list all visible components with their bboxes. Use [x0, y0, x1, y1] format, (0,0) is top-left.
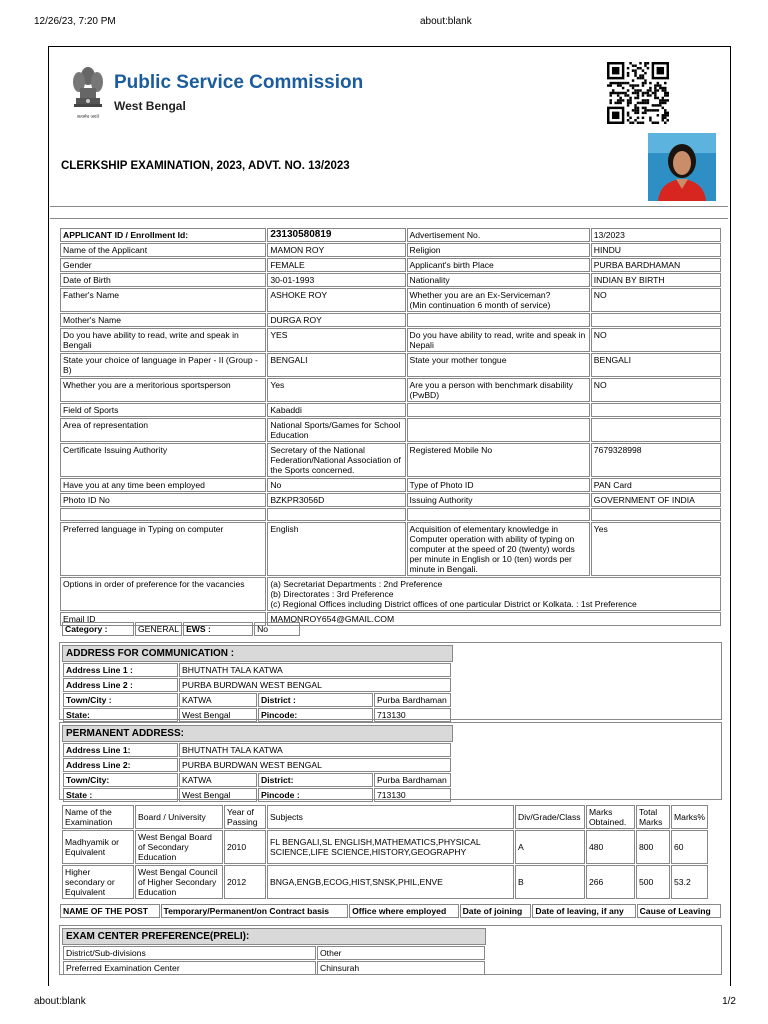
applicant-id-label: APPLICANT ID / Enrollment Id: [60, 228, 266, 242]
table-cell: West Bengal Board of Secondary Education [135, 830, 223, 864]
mother-tongue: BENGALI [591, 353, 721, 377]
table-row [63, 693, 451, 707]
line1-label: Address Line 1: [63, 743, 178, 757]
table-row [63, 946, 485, 960]
table-row [60, 378, 721, 402]
bengali: YES [267, 328, 405, 352]
district: Other [317, 946, 485, 960]
photo-id-no: BZKPR3056D [267, 493, 405, 507]
print-header [34, 16, 738, 30]
column-header: Marks Obtained. [586, 805, 635, 829]
qr-code [607, 62, 671, 124]
issuing-label: Issuing Authority [407, 493, 590, 507]
column-header: Year of Passing [224, 805, 266, 829]
table-row [60, 313, 721, 327]
mother-name: DURGA ROY [267, 313, 405, 327]
field-sports: Kabaddi [267, 403, 405, 417]
column-header: Board / University [135, 805, 223, 829]
table-row [62, 865, 708, 899]
org-name: Public Service Commission [114, 72, 364, 93]
print-footer-url: about:blank [34, 996, 86, 1007]
typing-lang-label: Preferred language in Typing on computer [60, 522, 266, 576]
print-datetime: 12/26/23, 7:20 PM [34, 16, 116, 27]
nationality-label: Nationality [407, 273, 590, 287]
state: West Bengal [179, 708, 257, 722]
mobile: 7679328998 [591, 443, 721, 477]
table-row [60, 228, 721, 242]
table-cell: Higher secondary or Equivalent [62, 865, 134, 899]
education-table [61, 804, 709, 900]
section-heading: ADDRESS FOR COMMUNICATION : [62, 645, 453, 662]
dob-label: Date of Birth [60, 273, 266, 287]
column-header: Name of the Examination [62, 805, 134, 829]
computer: Yes [591, 522, 721, 576]
table-row [60, 328, 721, 352]
column-header: Temporary/Permanent/on Contract basis [161, 904, 349, 918]
column-header: Date of leaving, if any [532, 904, 635, 918]
table-row [60, 577, 721, 611]
father-label: Father's Name [60, 288, 266, 312]
name-label: Name of the Applicant [60, 243, 266, 257]
lang-choice-label: State your choice of language in Paper - II (Group -B) [60, 353, 266, 377]
table-row [63, 961, 485, 975]
area: National Sports/Games for School Education [267, 418, 405, 442]
dob: 30-01-1993 [267, 273, 405, 287]
pin: 713130 [374, 788, 451, 802]
religion-label: Religion [407, 243, 590, 257]
photo-id-type-label: Type of Photo ID [407, 478, 590, 492]
table-cell: Madhyamik or Equivalent [62, 830, 134, 864]
district-label: District : [258, 693, 373, 707]
employment-table [59, 903, 722, 919]
table-row [60, 288, 721, 312]
column-header: Cause of Leaving [637, 904, 721, 918]
line1: BHUTNATH TALA KATWA [179, 743, 451, 757]
table-row [60, 353, 721, 377]
sportsperson: Yes [267, 378, 405, 402]
column-header: Marks% [671, 805, 708, 829]
table-cell: BNGA,ENGB,ECOG,HIST,SNSK,PHIL,ENVE [267, 865, 514, 899]
divider [50, 218, 728, 219]
line2: PURBA BURDWAN WEST BENGAL [179, 678, 451, 692]
applicant-id: 23130580819 [267, 228, 405, 242]
table-cell: 2012 [224, 865, 266, 899]
employed-label: Have you at any time been employed [60, 478, 266, 492]
table-row [60, 443, 721, 477]
field-sports-label: Field of Sports [60, 403, 266, 417]
advt-no: 13/2023 [591, 228, 721, 242]
table-row [63, 663, 451, 677]
column-header: Subjects [267, 805, 514, 829]
exam-center-table [62, 945, 486, 976]
town-label: Town/City : [63, 693, 178, 707]
exam-title: CLERKSHIP EXAMINATION, 2023, ADVT. NO. 13/2023 [61, 160, 350, 172]
bengali-label: Do you have ability to read, write and speak in Bengali [60, 328, 266, 352]
communication-address-section [59, 642, 722, 720]
table-cell: West Bengal Council of Higher Secondary Education [135, 865, 223, 899]
exam-center-section [59, 925, 722, 975]
district: Purba Bardhaman [374, 693, 451, 707]
ex-serviceman-label: Whether you are an Ex-Serviceman? (Min continuation 6 month of service) [407, 288, 590, 312]
gender-label: Gender [60, 258, 266, 272]
table-row [63, 743, 451, 757]
line2-label: Address Line 2 : [63, 678, 178, 692]
table-row [60, 403, 721, 417]
vacancy-label: Options in order of preference for the vacancies [60, 577, 266, 611]
town: KATWA [179, 693, 257, 707]
photo-id-no-label: Photo ID No [60, 493, 266, 507]
table-row [63, 788, 451, 802]
table-row [60, 522, 721, 576]
email-label: Email ID [60, 612, 266, 626]
issuing: GOVERNMENT OF INDIA [591, 493, 721, 507]
area-label: Area of representation [60, 418, 266, 442]
page-number: 1/2 [722, 996, 736, 1007]
table-row [63, 678, 451, 692]
applicant-details-table [59, 227, 722, 627]
divider [50, 206, 728, 207]
column-header: Office where employed [349, 904, 458, 918]
communication-address-table [62, 662, 452, 723]
line1: BHUTNATH TALA KATWA [179, 663, 451, 677]
table-cell: B [515, 865, 585, 899]
permanent-address-table [62, 742, 452, 803]
column-header: Div/Grade/Class [515, 805, 585, 829]
org-subtitle: West Bengal [114, 99, 186, 113]
applicant-photo [648, 133, 716, 201]
table-cell: 500 [636, 865, 670, 899]
lang-choice: BENGALI [267, 353, 405, 377]
state-label: State : [63, 788, 178, 802]
mother-label: Mother's Name [60, 313, 266, 327]
vacancy-preferences: (a) Secretariat Departments : 2nd Preference (b) Directorates : 3rd Preference (c) Regional Offices including District offices of one particular District or Kolkata. : 1st Preference [267, 577, 721, 611]
table-cell: 800 [636, 830, 670, 864]
table-row [60, 508, 721, 521]
pwbd-label: Are you a person with benchmark disability (PwBD) [407, 378, 590, 402]
table-header-row [60, 904, 721, 918]
pin: 713130 [374, 708, 451, 722]
applicant-name: MAMON ROY [267, 243, 405, 257]
table-cell: 266 [586, 865, 635, 899]
table-cell: A [515, 830, 585, 864]
nepali-label: Do you have ability to read, write and speak in Nepali [407, 328, 590, 352]
table-row [60, 243, 721, 257]
category-table [61, 621, 301, 637]
pin-label: Pincode: [258, 708, 373, 722]
print-url: about:blank [420, 16, 472, 27]
pin-label: Pincode : [258, 788, 373, 802]
table-cell: 53.2 [671, 865, 708, 899]
typing-lang: English [267, 522, 405, 576]
table-row [63, 758, 451, 772]
ex-serviceman: NO [591, 288, 721, 312]
sportsperson-label: Whether you are a meritorious sportsperson [60, 378, 266, 402]
line2: PURBA BURDWAN WEST BENGAL [179, 758, 451, 772]
ews-value: No [254, 622, 300, 636]
table-row [62, 830, 708, 864]
employed: No [267, 478, 405, 492]
birth-place: PURBA BARDHAMAN [591, 258, 721, 272]
table-cell: 60 [671, 830, 708, 864]
section-heading: EXAM CENTER PREFERENCE(PRELI): [62, 928, 486, 945]
center: Chinsurah [317, 961, 485, 975]
table-cell: 2010 [224, 830, 266, 864]
mother-tongue-label: State your mother tongue [407, 353, 590, 377]
cert-authority: Secretary of the National Federation/National Association of the Sports concerned. [267, 443, 405, 477]
state-label: State: [63, 708, 178, 722]
pwbd: NO [591, 378, 721, 402]
nepali: NO [591, 328, 721, 352]
column-header: NAME OF THE POST [60, 904, 160, 918]
table-row [63, 708, 451, 722]
table-header-row [62, 805, 708, 829]
town-label: Town/City: [63, 773, 178, 787]
birth-place-label: Applicant's birth Place [407, 258, 590, 272]
section-heading: PERMANENT ADDRESS: [62, 725, 453, 742]
center-label: Preferred Examination Center [63, 961, 316, 975]
emblem-logo [68, 62, 108, 122]
category-label: Category : [62, 622, 134, 636]
nationality: INDIAN BY BIRTH [591, 273, 721, 287]
page-frame-left [48, 46, 49, 986]
father-name: ASHOKE ROY [267, 288, 405, 312]
computer-label: Acquisition of elementary knowledge in Computer operation with ability of typing on computer at the speed of 20 (twenty) words per minute in English or 10 (ten) words per minute in Bengali. [407, 522, 590, 576]
table-row [60, 258, 721, 272]
advt-no-label: Advertisement No. [407, 228, 590, 242]
cert-authority-label: Certificate Issuing Authority [60, 443, 266, 477]
table-row [60, 478, 721, 492]
religion: HINDU [591, 243, 721, 257]
district: Purba Bardhaman [374, 773, 451, 787]
gender: FEMALE [267, 258, 405, 272]
town: KATWA [179, 773, 257, 787]
column-header: Total Marks [636, 805, 670, 829]
district-label: District/Sub-divisions [63, 946, 316, 960]
table-cell: 480 [586, 830, 635, 864]
email: MAMONROY654@GMAIL.COM [267, 612, 721, 626]
table-row [63, 773, 451, 787]
mobile-label: Registered Mobile No [407, 443, 590, 477]
page-frame-right [730, 46, 731, 986]
table-row [62, 622, 300, 636]
page-frame-top [48, 46, 730, 47]
table-row [60, 418, 721, 442]
svg-text:सत्यमेव जयते: सत्यमेव जयते [76, 115, 100, 120]
photo-id-type: PAN Card [591, 478, 721, 492]
table-row [60, 493, 721, 507]
line1-label: Address Line 1 : [63, 663, 178, 677]
ews-label: EWS : [183, 622, 253, 636]
column-header: Date of joining [460, 904, 532, 918]
district-label: District: [258, 773, 373, 787]
permanent-address-section [59, 722, 722, 800]
table-cell: FL BENGALI,SL ENGLISH,MATHEMATICS,PHYSICAL SCIENCE,LIFE SCIENCE,HISTORY,GEOGRAPHY [267, 830, 514, 864]
table-row [60, 273, 721, 287]
category-value: GENERAL [135, 622, 182, 636]
line2-label: Address Line 2: [63, 758, 178, 772]
state: West Bengal [179, 788, 257, 802]
